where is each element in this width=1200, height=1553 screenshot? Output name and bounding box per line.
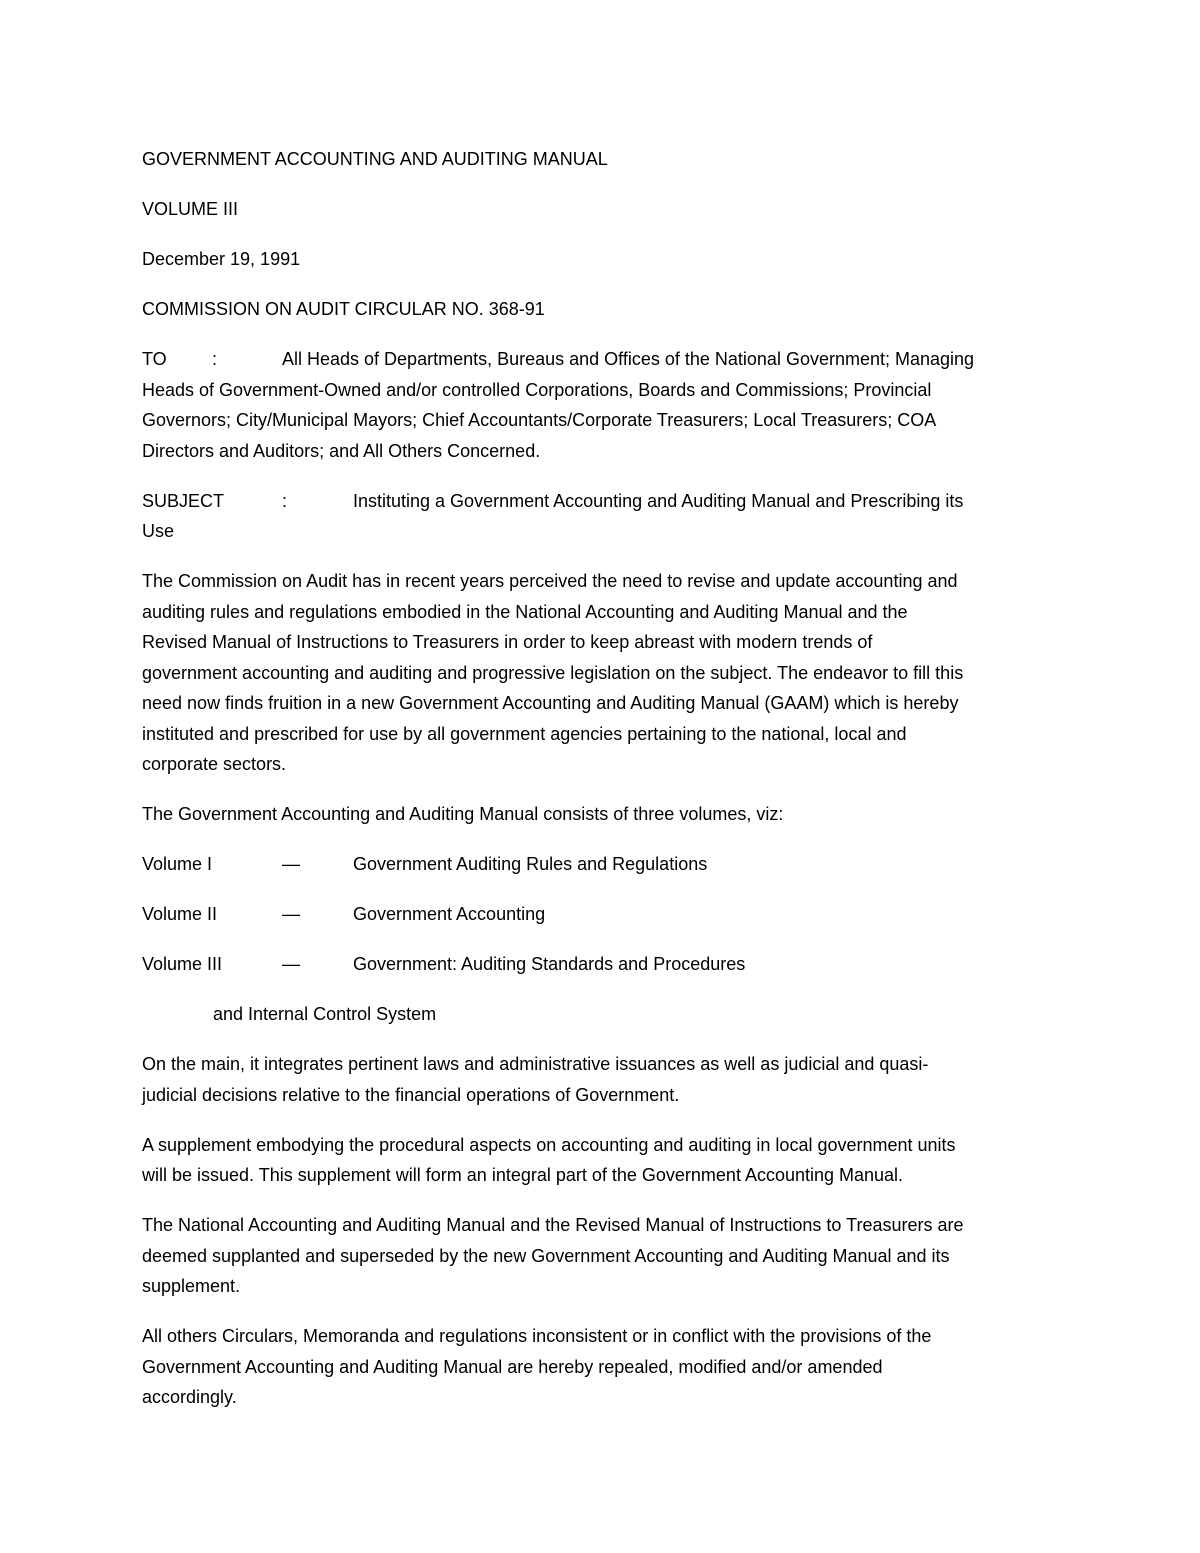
volume-name: Volume I bbox=[142, 854, 213, 874]
repeal-line: Government Accounting and Auditing Manual are hereby repealed, modified and/or amended bbox=[142, 1356, 883, 1377]
supplanted-line: supplement. bbox=[142, 1276, 241, 1296]
intro-line: Revised Manual of Instructions to Treasurers in order to keep abreast with modern trends of bbox=[142, 632, 873, 652]
supplement-paragraph bbox=[142, 1130, 1062, 1191]
circular-number: COMMISSION ON AUDIT CIRCULAR NO. 368-91 bbox=[142, 299, 545, 319]
to-block bbox=[142, 344, 1062, 466]
volumes-intro: The Government Accounting and Auditing Manual consists of three volumes, viz: bbox=[142, 804, 784, 824]
intro-line: corporate sectors. bbox=[142, 754, 287, 774]
to-label: TO : bbox=[142, 349, 218, 369]
volume-row-2 bbox=[142, 899, 1062, 930]
volume-dash: — bbox=[282, 954, 300, 974]
supplement-line: will be issued. This supplement will form an integral part of the Government Accounting Manual. bbox=[142, 1165, 904, 1185]
intro-paragraph bbox=[142, 566, 1062, 780]
intro-line: need now finds fruition in a new Government Accounting and Auditing Manual (GAAM) which is hereby bbox=[142, 693, 959, 713]
repeal-line: All others Circulars, Memoranda and regulations inconsistent or in conflict with the provisions of the bbox=[142, 1326, 932, 1346]
volume-description: Government Accounting bbox=[353, 904, 546, 924]
to-text-2: Heads of Government-Owned and/or controlled Corporations, Boards and Commissions; Provincial bbox=[142, 379, 932, 400]
document-body bbox=[142, 144, 1062, 1432]
volume-name: Volume II bbox=[142, 904, 218, 924]
subject-text-1: Instituting a Government Accounting and Auditing Manual and Prescribing its bbox=[353, 490, 964, 511]
subject-label: SUBJECT : bbox=[142, 490, 288, 511]
supplanted-line: The National Accounting and Auditing Manual and the Revised Manual of Instructions to Treasurers are bbox=[142, 1215, 964, 1235]
to-text-1: All Heads of Departments, Bureaus and Offices of the National Government; Managing bbox=[282, 349, 975, 369]
subject-block bbox=[142, 486, 1062, 547]
intro-line: government accounting and auditing and progressive legislation on the subject. The endeavor to fill this bbox=[142, 662, 964, 683]
volume-row-3 bbox=[142, 949, 1062, 980]
intro-line: auditing rules and regulations embodied in the National Accounting and Auditing Manual and the bbox=[142, 601, 908, 622]
main-line: judicial decisions relative to the financial operations of Government. bbox=[142, 1084, 680, 1105]
subject-text-2: Use bbox=[142, 521, 175, 541]
volume-dash: — bbox=[282, 854, 300, 874]
intro-line: The Commission on Audit has in recent years perceived the need to revise and update accounting and bbox=[142, 571, 958, 591]
repeal-paragraph bbox=[142, 1321, 1062, 1413]
supplanted-paragraph bbox=[142, 1210, 1062, 1302]
document-title: GOVERNMENT ACCOUNTING AND AUDITING MANUAL bbox=[142, 149, 608, 169]
supplanted-line: deemed supplanted and superseded by the new Government Accounting and Auditing Manual and its bbox=[142, 1245, 950, 1266]
volume-description: Government: Auditing Standards and Procedures bbox=[353, 954, 746, 974]
to-text-3: Governors; City/Municipal Mayors; Chief Accountants/Corporate Treasurers; Local Treasurers; COA bbox=[142, 410, 937, 430]
volume-description: Government Auditing Rules and Regulations bbox=[353, 854, 708, 874]
subject-line-1 bbox=[142, 486, 1062, 517]
volume-name: Volume III bbox=[142, 954, 223, 974]
intro-line: instituted and prescribed for use by all government agencies pertaining to the national, local and bbox=[142, 723, 907, 744]
volume-continuation: and Internal Control System bbox=[213, 1004, 437, 1024]
supplement-line: A supplement embodying the procedural aspects on accounting and auditing in local government units bbox=[142, 1134, 956, 1155]
main-paragraph bbox=[142, 1049, 1062, 1110]
volume-row-1 bbox=[142, 849, 1062, 880]
repeal-line: accordingly. bbox=[142, 1387, 237, 1407]
to-line-1 bbox=[142, 344, 1062, 375]
volume-heading: VOLUME III bbox=[142, 199, 239, 219]
document-date: December 19, 1991 bbox=[142, 249, 301, 269]
volume-dash: — bbox=[282, 904, 300, 924]
to-text-4: Directors and Auditors; and All Others Concerned. bbox=[142, 440, 541, 461]
main-line: On the main, it integrates pertinent laws and administrative issuances as well as judicial and quasi- bbox=[142, 1054, 929, 1074]
